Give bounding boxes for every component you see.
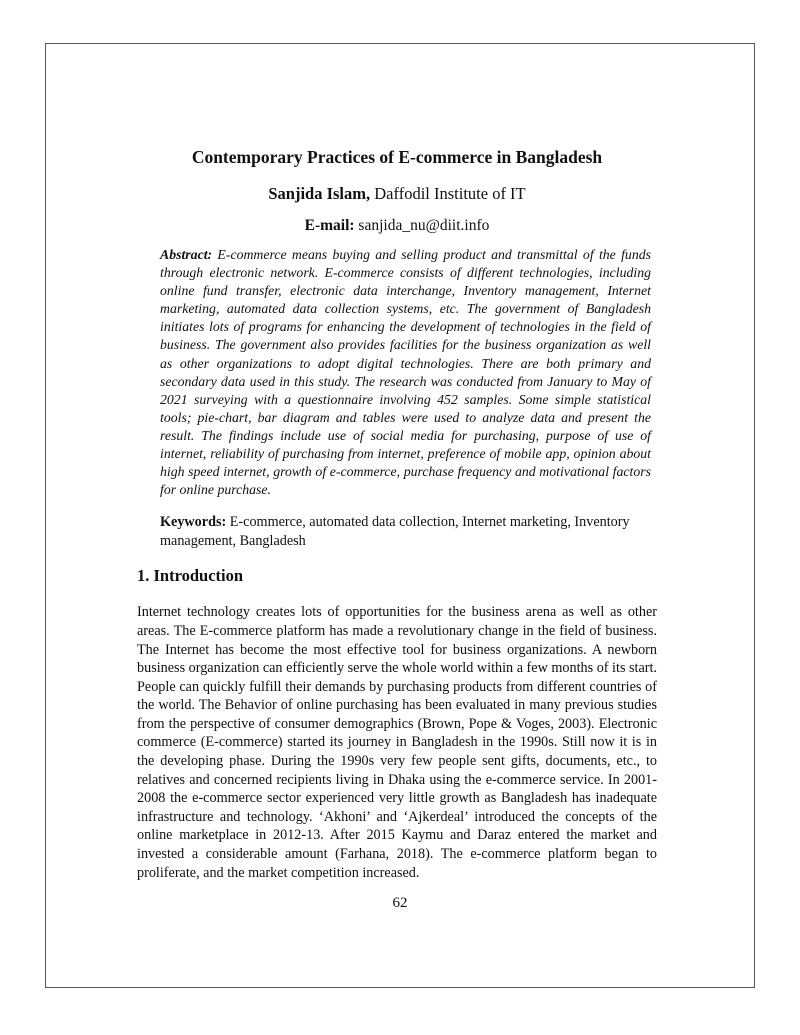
abstract-label: Abstract: xyxy=(160,247,213,262)
keywords-text: E-commerce, automated data collection, Internet marketing, Inventory management, Bangladesh xyxy=(160,514,630,550)
abstract-text: E-commerce means buying and selling product and transmittal of the funds through electronic network. E-commerce consists of different technologies, including online fund transfer, electronic data interchange, Inventory management, Internet marketing, automated data collection systems, etc. The government of Bangladesh initiates lots of programs for enhancing the development of technologies in the field of business. The government also provides facilities for the business organization as well as other organizations to adopt digital technologies. There are both primary and secondary data used in this study. The research was conducted from January to May of 2021 surveying with a questionnaire involving 452 samples. Some simple statistical tools; pie-chart, bar diagram and tables were used to analyze data and present the result. The findings include use of social media for purchasing, purpose of use of internet, reliability of purchasing from internet, preference of mobile app, opinion about high speed internet, growth of e-commerce, purchase frequency and motivational factors for online purchase. xyxy=(160,247,651,498)
keywords-label: Keywords: xyxy=(160,514,227,531)
paper-content xyxy=(137,146,657,896)
section-heading: 1. Introduction xyxy=(137,566,244,586)
author-affiliation: Daffodil Institute of IT xyxy=(370,184,526,203)
author-name: Sanjida Islam, xyxy=(268,184,371,203)
author-line xyxy=(137,183,657,205)
page-number: 62 xyxy=(392,895,408,911)
email-value: sanjida_nu@diit.info xyxy=(354,217,490,234)
keywords xyxy=(160,513,651,551)
intro-paragraph: Internet technology creates lots of opportunities for the business arena as well as other areas. The E-commerce platform has made a revolutionary change in the field of business. The Internet has become the most effective tool for business organizations. A newborn business organization can efficiently serve the whole world within a few months of its start. People can quickly fulfill their demands by purchasing products from different countries of the world. The Behavior of online purchasing has been evaluated in many previous studies from the perspective of consumer demographics (Brown, Pope & Voges, 2003). Electronic commerce (E-commerce) started its journey in Bangladesh in the 1990s. Still now it is in the developing phase. During the 1990s very few people sent gifts, documents, etc., to relatives and concerned recipients living in Dhaka using the e-commerce service. In 2001-2008 the e-commerce sector experienced very little growth as Bangladesh has inadequate infrastructure and technology. ‘Akhoni’ and ‘Ajkerdeal’ introduced the concepts of the online marketplace in 2012-13. After 2015 Kaymu and Daraz entered the market and invested a considerable amount (Farhana, 2018). The e-commerce platform began to proliferate, and the market competition increased. xyxy=(137,604,657,881)
email-label: E-mail: xyxy=(304,217,355,234)
email-line xyxy=(137,216,657,236)
paper-title: Contemporary Practices of E-commerce in Bangladesh xyxy=(191,147,603,167)
abstract xyxy=(160,246,651,499)
